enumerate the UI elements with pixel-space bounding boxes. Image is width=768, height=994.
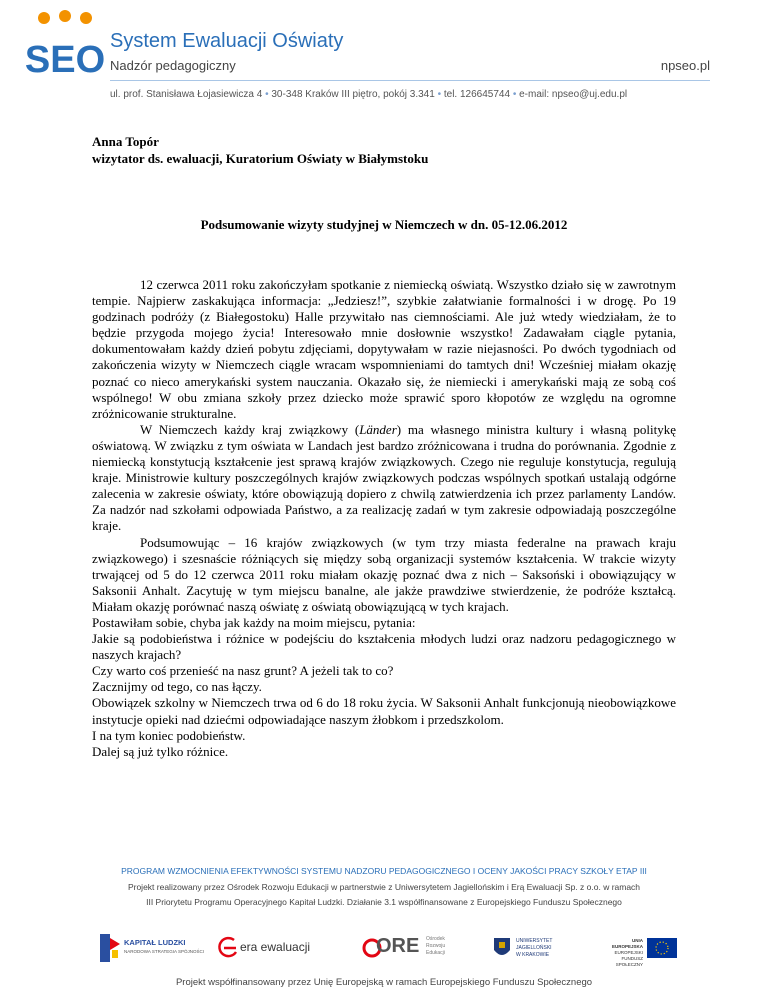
eu-line: FUNDUSZ SPOŁECZNY [615,956,643,967]
uj-crest-icon [492,934,512,962]
ore-sub-line: Edukacji [426,950,445,956]
footer-logos [100,932,680,967]
author-block [92,133,428,167]
uj-line: W KRAKOWIE [516,952,550,958]
paragraph: Czy warto coś przenieść na nasz grunt? A jeżeli tak to co? [92,663,394,679]
eu-text [605,938,643,968]
ore-sub [426,936,445,957]
paragraph-text: ) ma własnego ministra kultury i własną politykę oświatową. W związku z tym oświata w Landach jest bardzo zróżnicowana i trudna do porównania. Zgodnie z niemiecką konstytucją kształcenie jest sprawą krajów związkowych. Czego nie reguluje konstytucja, regulują kraje. Ministrowie kultury poszczególnych krajów związkowych podczas wspólnych spotkań ustalają odgórne zalecenia w zakresie oświaty, które obowiązują dopiero z chwilą zatwierdzenia ich przez parlamenty Landów. Za nadzór nad szkołami odpowiada Państwo, a za realizację zadań w tym zakresie odpowiadają poszczególne kraje. [92,421,676,534]
eu-line: UNIA EUROPEJSKA [611,938,643,949]
address-city: 30-348 Kraków III piętro, pokój 3.341 [271,89,435,100]
paragraph: Dalej są już tylko różnice. [92,743,229,759]
seo-logo [24,10,106,82]
bullet-separator: • [437,89,444,100]
bullet-separator: • [512,89,520,100]
paragraph: 12 czerwca 2011 roku zakończyłam spotkanie z niemiecką oświatą. Wszystko działo się w zawrotnym tempie. Najpierw zaskakująca informacja: „Jedziesz!”, szybkie załatwianie formalności i w drogę. Po 19 godzinach podróży (z Białegostoku) Halle przywitało nas ciemnościami. Ale już wtedy wiedziałam, że to będzie przygoda mojego życia! Interesowało mnie dosłownie wszystko! Zadawałam ciągle pytania, dokumentowałam każdy dzień pobytu zdjęciami, dopytywałam w razie niejasności. Po dwóch tygodniach od zakończenia wizyty w Niemczech ciągle wracam wspomnieniami do tamtych dni! Wcześniej miałam okazję poznać co nieco amerykański system nauczania. Okazało się, że niemiecki i amerykański mają ze sobą coś wspólnego! W obu zmiana szkoły przez dziecko może sprawić sporo kłopotów ze względu na ogromne zróżnicowanie strukturalne. [92,277,676,421]
document-title: Podsumowanie wizyty studyjnej w Niemczech w dn. 05-12.06.2012 [200,217,568,232]
ore-sub-line: Rozwoju [426,943,446,949]
eu-logo [605,932,680,967]
paragraph: Zacznijmy od tego, co nas łączy. [92,679,262,695]
footer-program: PROGRAM WZMOCNIENIA EFEKTYWNOŚCI SYSTEMU NADZORU PEDAGOGICZNEGO I OCENY JAKOŚCI PRACY SZKOŁY ETAP III [121,866,647,876]
footer-cofinanced: Projekt współfinansowany przez Unię Europejską w ramach Europejskiego Funduszu Społecznego [175,977,593,988]
ore-text: ORE [376,935,420,957]
paragraph: I na tym koniec podobieństw. [92,727,246,743]
footer-line: Projekt realizowany przez Ośrodek Rozwoju Edukacji w partnerstwie z Uniwersytetem Jagiellońskim i Erą Ewaluacji Sp. z o.o. w ramach [127,882,641,892]
paragraph: Postawiłam sobie, chyba jak każdy na moim miejscu, pytania: [92,614,416,630]
paragraph: Podsumowując – 16 krajów związkowych (w tym trzy miasta federalne na prawach kraju związkowego) i szesnaście różniących się między sobą organizacji systemów kształcenia. W trakcie wizyty trwającej od 5 do 12 czerwca 2011 roku miałam okazję poznać dwa z nich – Saksoński i obowiązujący w Saksonii Anhalt. Zacytuję w tym miejscu banalne, ale jakże prawdziwe stwierdzenie, że podróże kształcą. Miałam okazję porównać naszą oświatę z oświatą obowiązującą w tych krajach. [92,534,676,614]
address-line [110,89,627,100]
document-body [92,277,676,760]
address-email[interactable]: e-mail: npseo@uj.edu.pl [519,89,628,100]
address-street: ul. prof. Stanisława Łojasiewicza 4 [110,89,263,100]
footer-line: III Priorytetu Programu Operacyjnego Kapitał Ludzki. Działanie 3.1 współfinansowane z Europejskiego Funduszu Społecznego [146,897,622,907]
kapital-ludzki-logo [100,932,205,964]
paragraph: Obowiązek szkolny w Niemczech trwa od 6 do 18 roku życia. W Saksonii Anhalt funkcjonują nieobowiązkowe instytucje opieki nad dziećmi odpowiadające naszym żłobkom i przedszkolom. [92,695,676,727]
paragraph: Jakie są podobieństwa i różnice w podejściu do kształcenia młodych ludzi oraz nadzoru pedagogicznego w naszych krajach? [92,631,676,663]
brand-url[interactable]: npseo.pl [660,58,710,73]
era-ewaluacji-logo [218,932,328,964]
uj-line: JAGIELLOŃSKI [516,945,552,951]
paragraph [92,422,676,535]
uj-line: UNIWERSYTET [516,938,553,944]
logo-dot [59,10,71,22]
address-phone: tel. 126645744 [443,89,511,100]
bullet-separator: • [265,89,272,100]
author-name: Anna Topór [92,134,159,149]
logo-dot [38,12,50,24]
ore-logo [362,932,452,964]
era-text: era ewaluacji [240,940,311,954]
kl-mark-icon [100,934,120,962]
eu-line: EUROPEJSKI [614,950,643,955]
kl-sub: NARODOWA STRATEGIA SPÓJNOŚCI [124,949,205,954]
uj-logo [492,932,582,964]
eu-flag-icon [647,938,677,958]
ore-sub-line: Ośrodek [426,936,445,942]
italic-term: Länder [359,421,397,437]
uj-text [516,938,552,959]
brand-subtitle: Nadzór pedagogiczny [110,58,236,73]
header-divider [110,80,710,81]
logo-text: SEO [24,39,106,81]
brand-title: System Ewaluacji Oświaty [110,30,344,52]
author-role: wizytator ds. ewaluacji, Kuratorium Oświaty w Białymstoku [92,151,429,166]
kl-title: KAPITAŁ LUDZKI [124,938,186,947]
era-mark-icon [218,934,240,962]
paragraph-text: W Niemczech każdy kraj związkowy ( [140,421,360,437]
logo-dot [80,12,92,24]
